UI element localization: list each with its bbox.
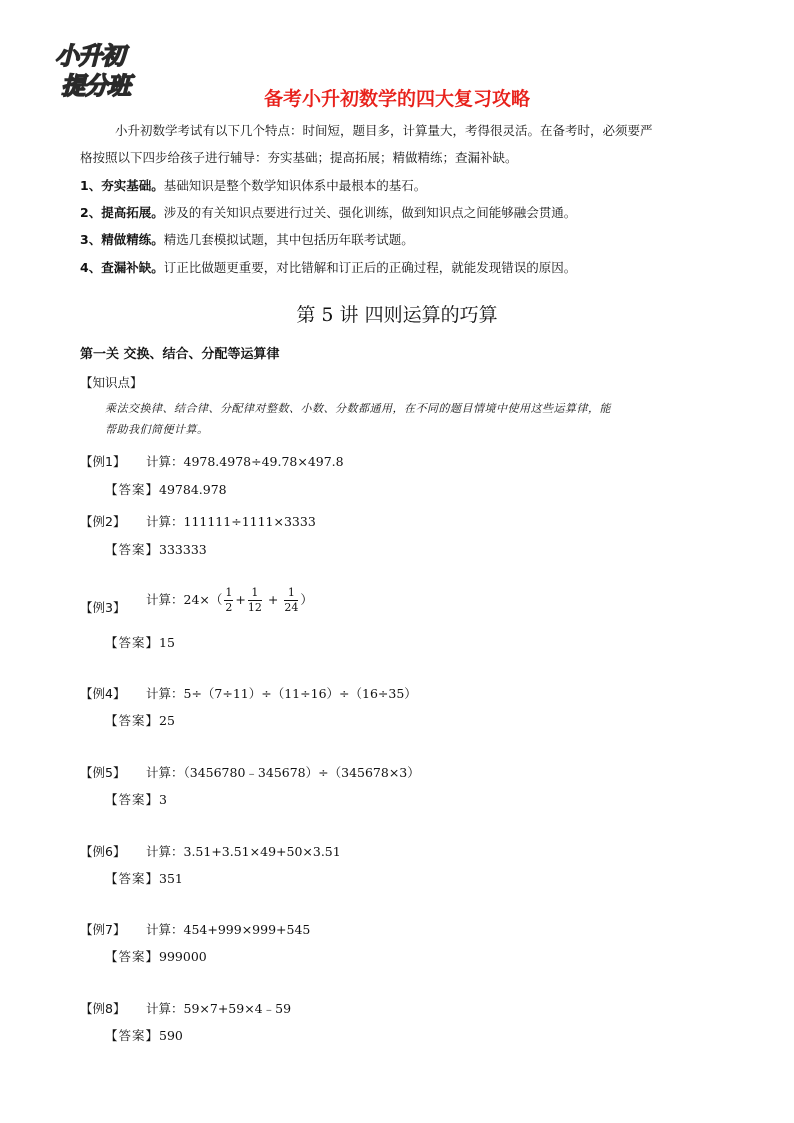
example-label: 【例2】 [80,514,126,529]
example-problem [146,586,313,615]
tip-2 [80,203,576,221]
answer-label: 【答案】 [105,542,160,557]
example-label: 【例7】 [80,922,126,937]
answer-label: 【答案】 [105,713,160,728]
example-problem: 计算：59×7+59×4﹣59 [146,1001,292,1016]
knowledge-line1: 乘法交换律、结合律、分配律对整数、小数、分数都通用，在不同的题目情境中使用这些运算律，能 [105,402,611,415]
plus-sign: + [235,592,246,607]
knowledge-line2: 帮助我们简便计算。 [105,423,209,436]
section-title: 第一关 交换、结合、分配等运算律 [80,347,280,362]
page-title: 备考小升初数学的四大复习攻略 [263,88,530,110]
logo-text-line1: 小升初 [55,42,124,70]
example-answer [105,633,175,651]
fraction-numerator: 1 [284,586,298,601]
example-label: 【例4】 [80,686,126,701]
answer-value: 25 [159,713,175,728]
example-label: 【例8】 [80,1001,126,1016]
tip-lead: 3、精做精练。 [80,232,164,247]
fraction-half [224,586,233,615]
example-answer [105,790,167,808]
fraction-twelfth [248,586,262,615]
intro-line2: 格按照以下四步给孩子进行辅导：夯实基础；提高拓展；精做精练；查漏补缺。 [80,150,518,165]
example-answer [105,711,175,729]
example-problem: 计算：3.51+3.51×49+50×3.51 [146,844,341,859]
answer-label: 【答案】 [105,635,160,650]
logo-text-line2: 提分班 [61,72,130,100]
tip-body: 基础知识是整个数学知识体系中最根本的基石。 [163,178,427,193]
tip-4 [80,258,576,276]
example-answer [105,540,207,558]
tip-lead: 4、查漏补缺。 [80,260,164,275]
answer-value: 590 [159,1028,183,1043]
answer-value: 15 [159,635,175,650]
fraction-denominator: 24 [284,601,299,614]
tip-body: 涉及的有关知识点要进行过关、强化训练，做到知识点之间能够融会贯通。 [163,205,577,220]
example-problem: 计算：454+999×999+545 [146,922,311,937]
answer-value: 999000 [159,949,207,964]
lecture-title: 第 5 讲 四则运算的巧算 [296,304,498,326]
example-answer [105,947,207,965]
example-label: 【例6】 [80,844,126,859]
intro-line1: 小升初数学考试有以下几个特点：时间短，题目多，计算量大，考得很灵活。在备考时，必须要严 [115,123,653,138]
example-label: 【例5】 [80,765,126,780]
tip-3 [80,230,414,248]
knowledge-label: 【知识点】 [80,375,143,390]
example-problem: 计算：4978.4978÷49.78×497.8 [146,454,344,469]
answer-value: 3 [159,792,167,807]
tip-1 [80,176,426,194]
example-label: 【例3】 [80,600,126,615]
example-problem: 计算：（3456780﹣345678）÷（345678×3） [146,765,420,780]
example-label: 【例1】 [80,454,126,469]
answer-value: 351 [159,871,183,886]
knowledge-description [105,398,721,440]
answer-value: 49784.978 [159,482,227,497]
fraction-numerator: 1 [248,586,262,601]
answer-label: 【答案】 [105,949,160,964]
example-answer [105,1026,183,1044]
example-problem: 计算：5÷（7÷11）÷（11÷16）÷（16÷35） [146,686,417,701]
tip-lead: 1、夯实基础。 [80,178,164,193]
fraction-denominator: 2 [225,601,233,614]
tip-body: 精选几套模拟试题，其中包括历年联考试题。 [163,232,414,247]
plus-sign: + [267,592,279,607]
example-answer [105,869,183,887]
intro-paragraph [80,117,720,171]
fraction-denominator: 12 [247,601,262,614]
example-answer [105,480,227,498]
answer-label: 【答案】 [105,792,160,807]
answer-label: 【答案】 [105,1028,160,1043]
answer-value: 333333 [159,542,207,557]
answer-label: 【答案】 [105,871,160,886]
problem-suffix: ） [300,592,313,607]
tip-body: 订正比做题更重要，对比错解和订正后的正确过程，就能发现错误的原因。 [163,260,577,275]
fraction-numerator: 1 [225,586,233,599]
example-problem: 计算：111111÷1111×3333 [146,514,316,529]
fraction-twentyfourth [284,586,298,615]
answer-label: 【答案】 [105,482,160,497]
problem-prefix: 计算：24×（ [146,592,223,607]
tip-lead: 2、提高拓展。 [80,205,164,220]
